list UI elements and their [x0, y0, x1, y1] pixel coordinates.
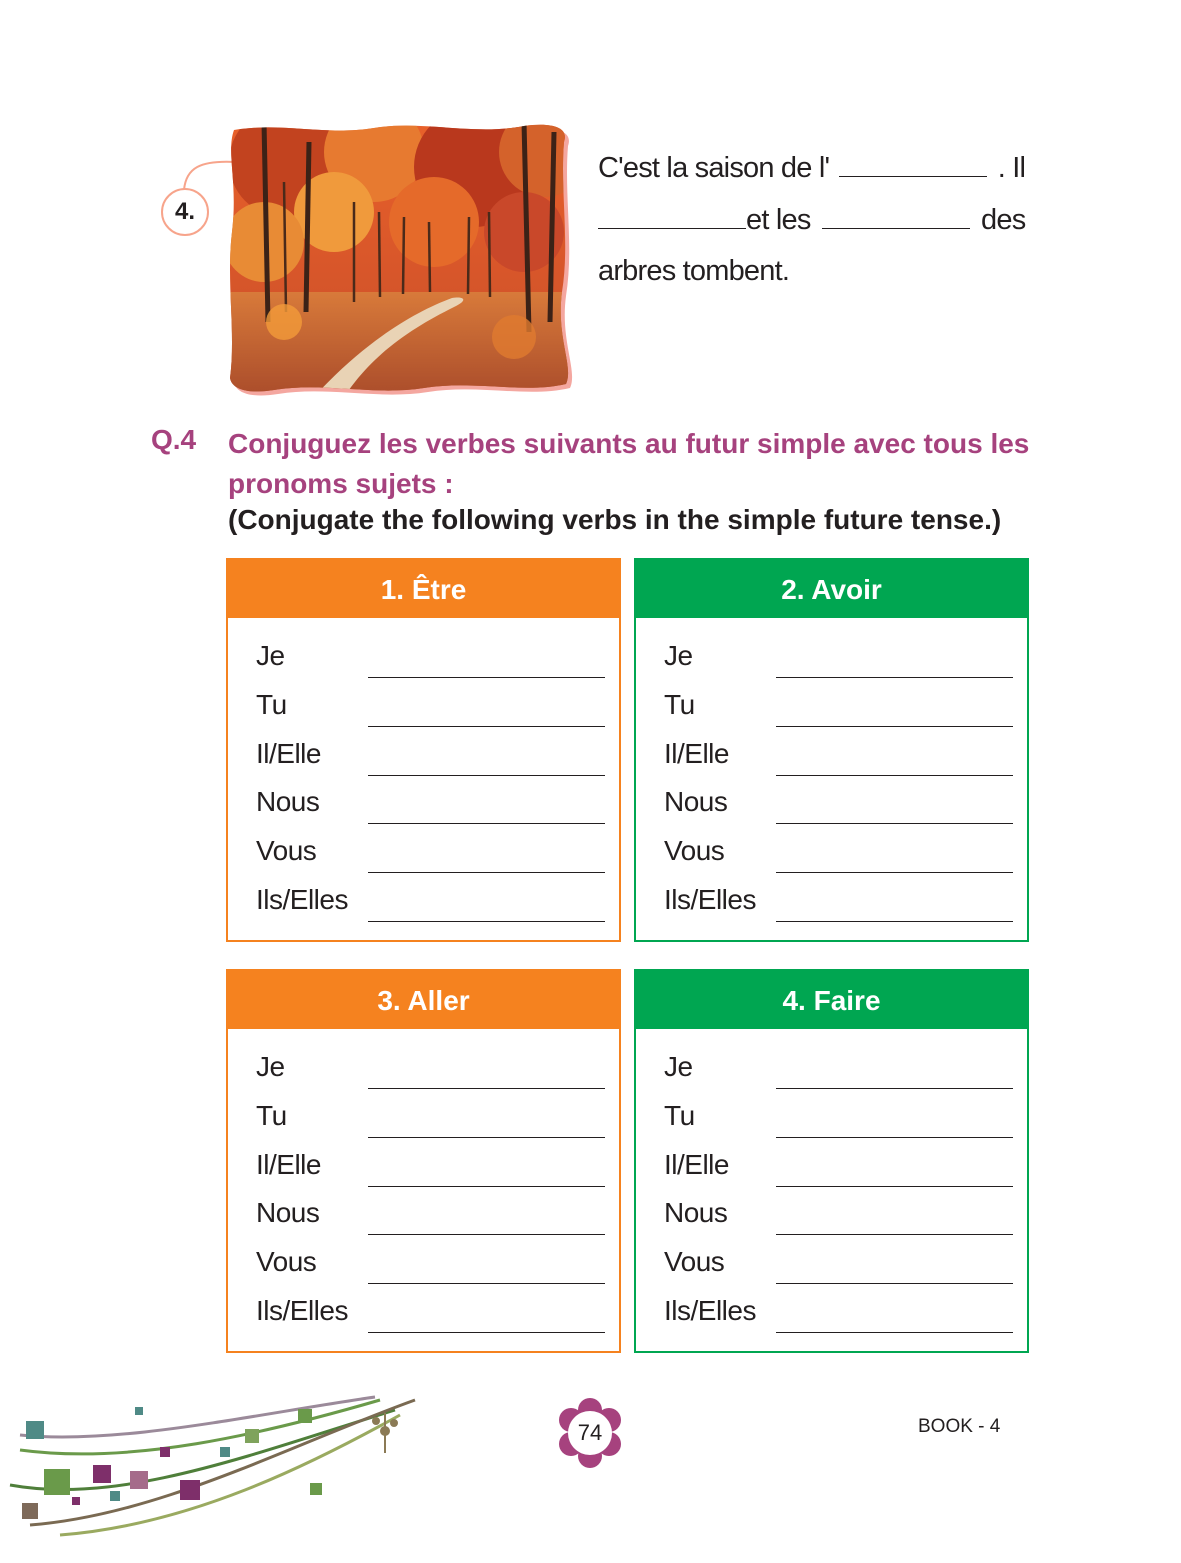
verb-box-faire [634, 969, 1029, 1353]
conjugation-row [228, 1051, 619, 1091]
pronoun-label: Nous [256, 786, 320, 817]
pronoun-label: Nous [664, 786, 728, 817]
pronoun-label: Vous [256, 1246, 317, 1277]
answer-line[interactable] [776, 1234, 1013, 1235]
pronoun-label: Je [256, 1051, 285, 1082]
book-label: BOOK - 4 [918, 1416, 1001, 1437]
sentence-text: des [981, 204, 1026, 236]
pronoun-label: Je [256, 640, 285, 671]
pronoun-label: Tu [256, 689, 287, 720]
answer-line[interactable] [776, 823, 1013, 824]
conjugation-row [228, 1100, 619, 1140]
answer-line[interactable] [776, 921, 1013, 922]
answer-line[interactable] [776, 1186, 1013, 1187]
pronoun-label: Nous [256, 1197, 320, 1228]
answer-line[interactable] [776, 1332, 1013, 1333]
pronoun-label: Je [664, 640, 693, 671]
conjugation-row [228, 884, 619, 924]
conjugation-row [636, 640, 1027, 680]
conjugation-row [228, 640, 619, 680]
verb-title: 3. Aller [228, 971, 619, 1029]
pronoun-label: Il/Elle [664, 1149, 729, 1180]
pronoun-label: Ils/Elles [256, 884, 348, 915]
conjugation-row [636, 738, 1027, 778]
conjugation-row [228, 1197, 619, 1237]
answer-line[interactable] [368, 1234, 605, 1235]
conjugation-row [228, 1246, 619, 1286]
answer-line[interactable] [776, 677, 1013, 678]
question-number: Q.4 [151, 424, 197, 455]
verb-title: 4. Faire [636, 971, 1027, 1029]
answer-line[interactable] [776, 1283, 1013, 1284]
conjugation-row [228, 1295, 619, 1335]
conjugation-row [636, 1197, 1027, 1237]
page-number-badge [555, 1398, 625, 1468]
pronoun-label: Il/Elle [664, 738, 729, 769]
autumn-forest-image [224, 122, 584, 397]
conjugation-row [636, 835, 1027, 875]
pronoun-label: Nous [664, 1197, 728, 1228]
answer-line[interactable] [368, 872, 605, 873]
page-number: 74 [577, 1420, 603, 1445]
verb-title: 1. Être [228, 560, 619, 618]
decorative-swirl-graphic [0, 1385, 430, 1555]
conjugation-row [636, 1100, 1027, 1140]
pronoun-label: Vous [664, 835, 725, 866]
sentence-line-3: arbres tombent. [598, 255, 790, 287]
answer-line[interactable] [368, 921, 605, 922]
pronoun-label: Je [664, 1051, 693, 1082]
answer-line[interactable] [368, 726, 605, 727]
answer-line[interactable] [368, 1186, 605, 1187]
answer-line[interactable] [776, 775, 1013, 776]
answer-line[interactable] [368, 1283, 605, 1284]
pronoun-label: Il/Elle [256, 1149, 321, 1180]
blank-2[interactable] [598, 227, 746, 229]
conjugation-row [228, 835, 619, 875]
pronoun-label: Tu [256, 1100, 287, 1131]
answer-line[interactable] [368, 775, 605, 776]
verb-box-etre [226, 558, 621, 942]
sentence-text: . Il [997, 152, 1026, 184]
exercise-number-badge: 4. [161, 188, 209, 236]
pronoun-label: Vous [256, 835, 317, 866]
question-french: Conjuguez les verbes suivants au futur simple avec tous les pronoms sujets : [228, 428, 1030, 499]
answer-line[interactable] [368, 1332, 605, 1333]
pronoun-label: Il/Elle [256, 738, 321, 769]
conjugation-row [228, 1149, 619, 1189]
conjugation-row [636, 1246, 1027, 1286]
sentence-text: C'est la saison de l' [598, 152, 830, 184]
answer-line[interactable] [368, 1088, 605, 1089]
answer-line[interactable] [776, 1137, 1013, 1138]
blank-3[interactable] [822, 227, 970, 229]
pronoun-label: Ils/Elles [664, 884, 756, 915]
answer-line[interactable] [368, 677, 605, 678]
conjugation-row [228, 689, 619, 729]
conjugation-row [636, 1295, 1027, 1335]
verb-title: 2. Avoir [636, 560, 1027, 618]
sentence-text: et les [746, 204, 811, 236]
answer-line[interactable] [776, 1088, 1013, 1089]
conjugation-row [636, 689, 1027, 729]
conjugation-row [636, 1051, 1027, 1091]
conjugation-row [636, 786, 1027, 826]
answer-line[interactable] [776, 726, 1013, 727]
pronoun-label: Ils/Elles [664, 1295, 756, 1326]
question-english: (Conjugate the following verbs in the simple future tense.) [228, 504, 1002, 535]
sentence-line-1 [598, 152, 1025, 185]
answer-line[interactable] [776, 872, 1013, 873]
pronoun-label: Tu [664, 1100, 695, 1131]
pronoun-label: Tu [664, 689, 695, 720]
pronoun-label: Ils/Elles [256, 1295, 348, 1326]
verb-box-avoir [634, 558, 1029, 942]
verb-box-aller [226, 969, 621, 1353]
answer-line[interactable] [368, 1137, 605, 1138]
conjugation-row [636, 884, 1027, 924]
conjugation-row [636, 1149, 1027, 1189]
answer-line[interactable] [368, 823, 605, 824]
pronoun-label: Vous [664, 1246, 725, 1277]
conjugation-row [228, 738, 619, 778]
conjugation-row [228, 786, 619, 826]
sentence-line-2 [598, 204, 1025, 237]
blank-1[interactable] [839, 175, 987, 177]
